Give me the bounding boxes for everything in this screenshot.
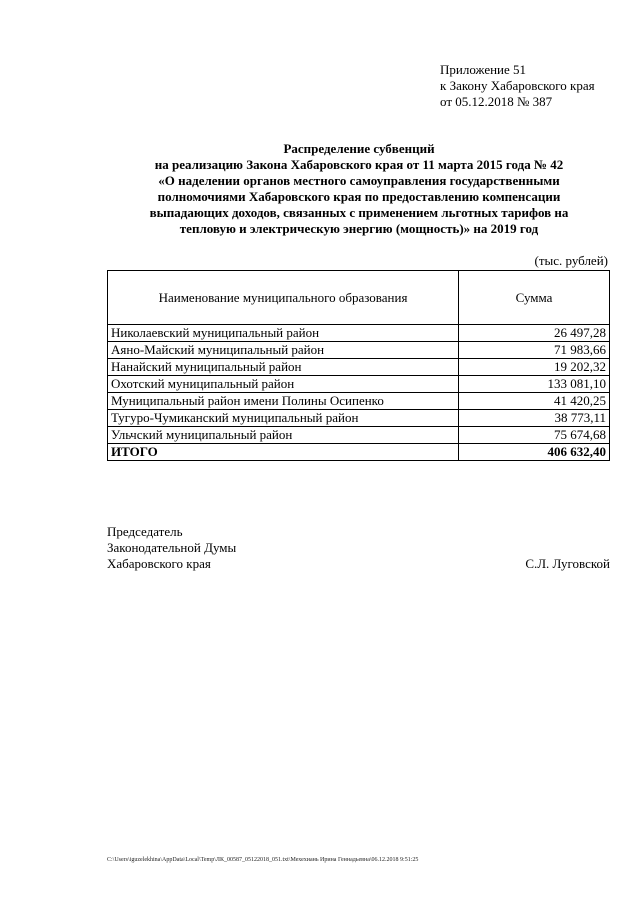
- table-row: [108, 342, 610, 359]
- title-line-3: «О наделении органов местного самоуправления государственными: [158, 173, 560, 188]
- appendix-block: [440, 62, 595, 110]
- header-name: Наименование муниципального образования: [108, 271, 459, 325]
- row-amount: 75 674,68: [459, 427, 610, 444]
- row-name: Охотский муниципальный район: [108, 376, 459, 393]
- row-name: Муниципальный район имени Полины Осипенко: [108, 393, 459, 410]
- file-path-footer: C:\Users\iguzelekhina\AppData\Local\Temp\ЛК_00587_05122018_051.txt\Мехехиань Ирина Геннадьевна\06.12.2018 9:51:25: [107, 857, 419, 863]
- row-amount: 41 420,25: [459, 393, 610, 410]
- row-amount: 71 983,66: [459, 342, 610, 359]
- total-row: [108, 444, 610, 461]
- subsidy-table: [107, 270, 610, 461]
- signature-title: [107, 524, 236, 572]
- row-amount: 19 202,32: [459, 359, 610, 376]
- row-amount: 26 497,28: [459, 325, 610, 342]
- signature-line-2: Законодательной Думы: [107, 540, 237, 555]
- table-row: [108, 410, 610, 427]
- appendix-line-3: от 05.12.2018 № 387: [440, 94, 553, 109]
- row-name: Аяно-Майский муниципальный район: [108, 342, 459, 359]
- signature-line-3: Хабаровского края: [107, 556, 211, 571]
- document-title: [108, 141, 610, 237]
- title-line-4: полномочиями Хабаровского края по предоставлению компенсации: [157, 189, 561, 204]
- row-name: Тугуро-Чумиканский муниципальный район: [108, 410, 459, 427]
- row-name: Ульчский муниципальный район: [108, 427, 459, 444]
- title-line-6: тепловую и электрическую энергию (мощность)» на 2019 год: [179, 221, 539, 236]
- units-label: (тыс. рублей): [534, 253, 608, 268]
- row-name: Николаевский муниципальный район: [108, 325, 459, 342]
- title-line-2: на реализацию Закона Хабаровского края от 11 марта 2015 года № 42: [154, 157, 564, 172]
- appendix-line-1: Приложение 51: [440, 62, 527, 77]
- table-row: [108, 376, 610, 393]
- appendix-line-2: к Закону Хабаровского края: [440, 78, 595, 93]
- signature-line-1: Председатель: [107, 524, 183, 539]
- table-row: [108, 427, 610, 444]
- header-amount: Сумма: [459, 271, 610, 325]
- row-name: Нанайский муниципальный район: [108, 359, 459, 376]
- signatory-name: С.Л. Луговской: [525, 556, 610, 571]
- title-line-5: выпадающих доходов, связанных с применением льготных тарифов на: [149, 205, 569, 220]
- row-amount: 38 773,11: [459, 410, 610, 427]
- row-amount: 133 081,10: [459, 376, 610, 393]
- table-row: [108, 393, 610, 410]
- total-label: ИТОГО: [108, 444, 459, 461]
- total-amount: 406 632,40: [459, 444, 610, 461]
- title-line-1: Распределение субвенций: [283, 141, 435, 156]
- table-header-row: [108, 271, 610, 325]
- table-row: [108, 359, 610, 376]
- table-row: [108, 325, 610, 342]
